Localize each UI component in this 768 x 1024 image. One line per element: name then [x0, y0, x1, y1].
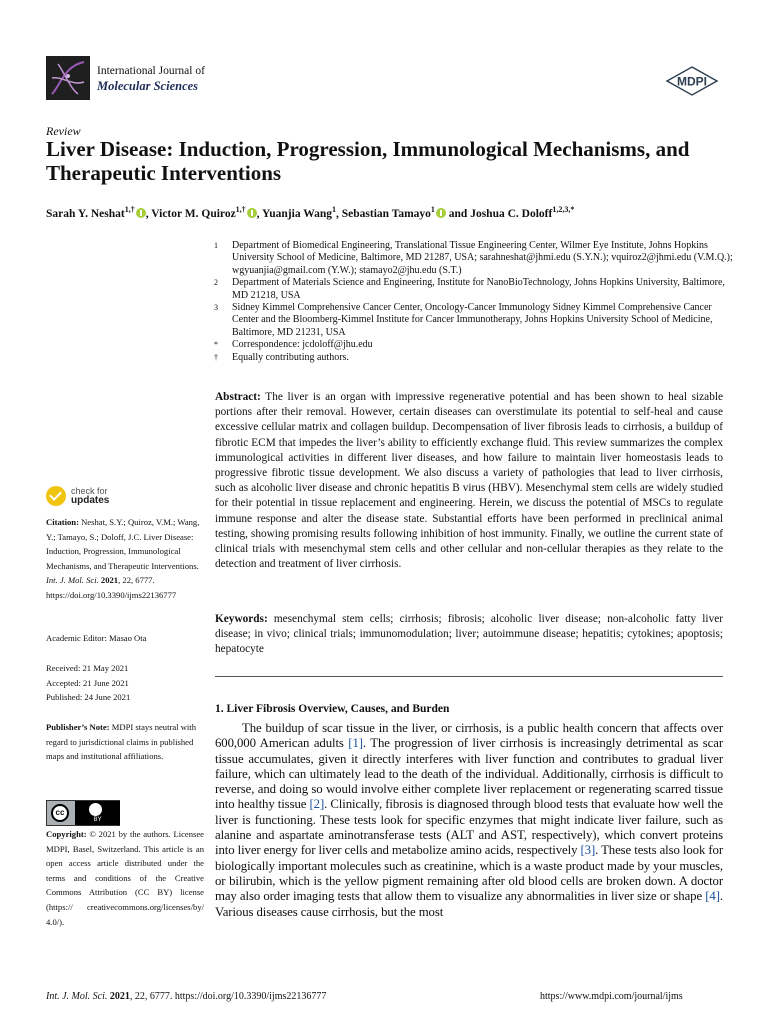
- abstract-label: Abstract:: [215, 391, 261, 403]
- published-date: Published: 24 June 2021: [46, 692, 131, 703]
- reference-link[interactable]: [2]: [309, 797, 325, 812]
- footer-year: 2021: [109, 991, 130, 1002]
- check-for-updates-label: [71, 487, 109, 505]
- footer-doi[interactable]: , 22, 6777. https://doi.org/10.3390/ijms22136777: [129, 991, 327, 1002]
- author-separator: ,: [145, 207, 152, 220]
- abstract: [215, 390, 723, 572]
- citation-year: 2021: [98, 575, 119, 586]
- author-separator: ,: [256, 207, 262, 220]
- journal-name: [97, 64, 205, 94]
- body-text-1: The buildup of scar tissue in the liver, or cirrhosis, is a public health concern that affects over 600,000 American adults: [215, 721, 723, 751]
- cc-by-license-badge[interactable]: [46, 800, 120, 826]
- body-text-2: . The progression of liver cirrhosis is increasingly detrimental as scar tissue accumulates, given it directly interferes with liver function and contributes to gradual liver failure, which can ultimately lead to the death of the individual. Additionally, cirrhosis is difficult to reverse, and doing so would involve either complete liver replacement or regenerating scarred tissue into healthy tissue: [215, 736, 723, 812]
- check-line2: updates: [71, 495, 110, 506]
- body-text-4: . These tests also look for biologically important molecules such as creatinine, which is a waste product made by your muscles, or bilirubin, which is the yellow pigment remaining after old blood cells are broken down. A doctor may also order imaging tests that allow them to visualize any abnormalities in liver size or shape: [215, 843, 724, 904]
- orcid-icon[interactable]: [136, 208, 146, 218]
- reference-link[interactable]: [4]: [705, 889, 720, 904]
- body-paragraph: [215, 721, 723, 920]
- copyright-label: Copyright:: [46, 829, 87, 839]
- author-affiliation-mark: 1,†: [124, 205, 135, 214]
- author-affiliation-mark: 1: [430, 205, 435, 214]
- author-separator: and: [445, 207, 471, 220]
- citation-text: Neshat, S.Y.; Quiroz, V.M.; Wang, Y.; Tamayo, S.; Doloff, J.C. Liver Disease: Induction, Progression, Immunological Mechanisms, and Therapeutic Interventions.: [46, 517, 200, 571]
- orcid-icon[interactable]: [247, 208, 257, 218]
- citation-block: [46, 515, 204, 603]
- journal-logo: [46, 56, 90, 100]
- journal-name-line1: International Journal of: [97, 65, 205, 77]
- body-text-5: . Various diseases cause cirrhosis, but the most: [215, 889, 723, 919]
- author-list: [46, 205, 746, 220]
- author-affiliation-mark: 1,†: [235, 205, 246, 214]
- mdpi-logo: [664, 66, 720, 101]
- affiliation-mark: 3: [214, 303, 218, 313]
- abstract-text: The liver is an organ with impressive regenerative potential and has been shown to heal sizable portions after their removal. However, certain diseases can overstimulate its potential to self-heal and cause excessive cellular matrix and collagen buildup. Decompensation of liver fibrosis leads to cirrhosis, a buildup of fibrotic ECM that impedes the liver’s ability to efficiently exchange fluid. This review summarizes the complex immunological activities in different liver diseases, and how failure to maintain liver homeostasis leads to progressive fibrotic tissue development. We also discuss a variety of pathologies that lead to liver cirrhosis, such as alcoholic liver disease and chronic hepatitis B virus (HBV). Mesenchymal stem cells are widely studied for their potential in tissue replacement and engineering. Herein, we discuss the potential of MSCs to regulate immune response and alter the disease state. Substantial efforts have been performed in preclinical animal testing, showing promising results following inhibition of host immunity. Finally, we outline the current state of clinical trials with mesenchymal stem cells and other cellular and non-cellular therapies as they relate to the detection and treatment of liver cirrhosis.: [215, 391, 723, 571]
- keywords-label: Keywords:: [215, 613, 268, 625]
- keywords: [215, 612, 723, 658]
- footer-journal: Int. J. Mol. Sci.: [46, 991, 108, 1002]
- affiliation-item: [214, 339, 734, 351]
- section-divider: [215, 676, 723, 677]
- citation-label: Citation:: [46, 517, 79, 527]
- by-label: BY: [75, 801, 120, 825]
- copyright-text: © 2021 by the authors. Licensee MDPI, Basel, Switzerland. This article is an open access article distributed under the terms and conditions of the Creative Commons Attribution (CC BY) license (https:// creativecommons.org/licenses/by/ 4.0/).: [46, 829, 204, 927]
- affiliation-item: [214, 352, 734, 364]
- author-name: Yuanjia Wang: [262, 207, 332, 220]
- journal-name-line2: Molecular Sciences: [97, 79, 199, 93]
- academic-editor: Academic Editor: Masao Ota: [46, 633, 147, 643]
- author-affiliation-mark: 1,2,3,*: [552, 205, 575, 214]
- check-for-updates-button[interactable]: [46, 486, 109, 506]
- footer-url[interactable]: https://www.mdpi.com/journal/ijms: [540, 991, 683, 1002]
- citation-doi-link[interactable]: , 22, 6777. https://doi.org/10.3390/ijms22136777: [46, 575, 177, 600]
- author-name: Sarah Y. Neshat: [46, 207, 125, 220]
- affiliation-text: Correspondence: jcdoloff@jhu.edu: [232, 339, 373, 351]
- section-heading: 1. Liver Fibrosis Overview, Causes, and Burden: [215, 703, 450, 715]
- person-icon: [89, 803, 102, 816]
- body-text-3: . Clinically, fibrosis is diagnosed through blood tests that evaluate how well the liver is functioning. These tests look for specific enzymes that might indicate liver failure, such as alanine and aspartate aminotransferase tests (ALT and AST, respectively), which convert proteins into liver energy for liver cells and metabolize amino acids, respectively: [215, 797, 723, 858]
- keywords-text: mesenchymal stem cells; cirrhosis; fibrosis; alcoholic liver disease; non-alcoholic fatty liver disease; in vivo; clinical trials; immunomodulation; liver; autoimmune disease; hepatitis; cytokines; apoptosis; hepatocyte: [215, 613, 723, 656]
- received-date: Received: 21 May 2021: [46, 663, 129, 673]
- article-type: Review: [46, 124, 81, 138]
- footer-citation: [46, 991, 326, 1002]
- dates-block: [46, 661, 204, 705]
- check-icon: [46, 486, 66, 506]
- affiliation-item: [214, 302, 734, 339]
- accepted-date: Accepted: 21 June 2021: [46, 677, 129, 688]
- affiliation-mark: †: [214, 352, 218, 362]
- cc-icon: cc: [51, 804, 69, 822]
- article-title: Liver Disease: Induction, Progression, Immunological Mechanisms, and Therapeutic Interventions: [46, 137, 690, 185]
- author-name: Joshua C. Doloff: [470, 207, 553, 220]
- affiliation-text: Department of Materials Science and Engineering, Institute for NanoBioTechnology, Johns Hopkins University, Baltimore, MD 21218, USA: [232, 277, 725, 301]
- reference-link[interactable]: [3]: [580, 843, 596, 858]
- mdpi-logo-text: MDPI: [677, 74, 707, 89]
- citation-journal: Int. J. Mol. Sci.: [46, 575, 99, 586]
- affiliation-text: Sidney Kimmel Comprehensive Cancer Center, Oncology-Cancer Immunology Sidney Kimmel Comprehensive Cancer Center and the Bloomberg-Kimmel Institute for Cancer Immunotherapy, Johns Hopkins University School of Medicine, Baltimore, MD 21231, USA: [232, 302, 713, 338]
- publisher-note-label: Publisher’s Note:: [46, 722, 110, 732]
- author-name: Victor M. Quiroz: [151, 207, 236, 220]
- orcid-icon[interactable]: [436, 208, 446, 218]
- affiliation-mark: *: [214, 340, 218, 350]
- affiliation-item: [214, 277, 734, 302]
- publisher-note: [46, 720, 204, 764]
- affiliation-mark: 1: [214, 241, 218, 250]
- check-line1: check for: [71, 486, 108, 496]
- affiliation-mark: 2: [214, 278, 218, 288]
- author-name: Sebastian Tamayo: [341, 207, 431, 220]
- publisher-note-text: MDPI stays neutral with regard to jurisdictional claims in published maps and institutional affiliations.: [46, 722, 196, 762]
- affiliation-text: Equally contributing authors.: [232, 351, 349, 363]
- affiliation-text: Department of Biomedical Engineering, Translational Tissue Engineering Center, Wilmer Eye Institute, Johns Hopkins University School of Medicine, Baltimore, MD 21287, USA; sarahneshat@jhmi.edu (S.Y.N.); vquiroz2@jhmi.edu (V.M.Q.); wgyuanjia@gmail.com (Y.W.); stamayo2@jhu.edu (S.T.): [232, 240, 733, 276]
- copyright-block: [46, 827, 204, 929]
- affiliation-item: [214, 240, 734, 277]
- affiliations: [214, 240, 734, 364]
- author-separator: ,: [336, 207, 342, 220]
- reference-link[interactable]: [1]: [348, 736, 363, 751]
- author-affiliation-mark: 1: [332, 205, 336, 214]
